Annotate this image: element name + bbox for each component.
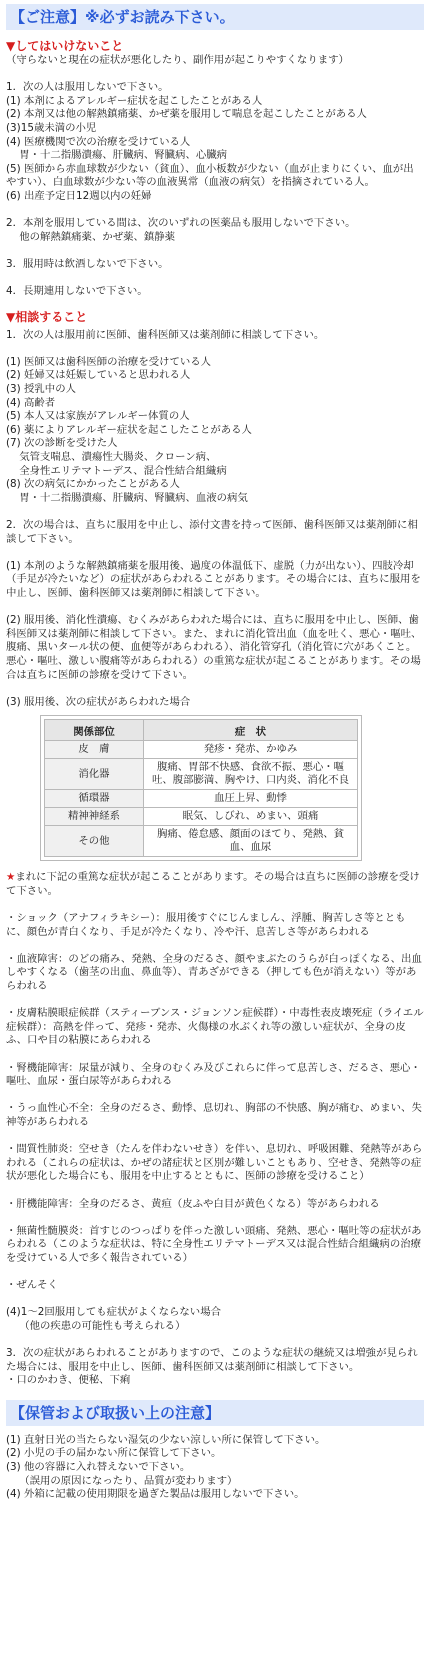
row-part: 精神神経系 — [45, 808, 144, 826]
row-symptoms: 発疹・発赤、かゆみ — [144, 741, 358, 759]
row-part: 消化器 — [45, 759, 144, 790]
row-symptoms: 眠気、しびれ、めまい、頭痛 — [144, 808, 358, 826]
table-row — [45, 759, 358, 790]
col-header-part: 関係部位 — [45, 720, 144, 741]
symptom-table-frame — [40, 715, 362, 861]
storage-text: (1) 直射日光の当たらない湿気の少ない涼しい所に保管して下さい。 (2) 小児の手の届かない所に保管して下さい。 (3) 他の容器に入れ替えないで下さい。 （誤用の原因になったり、品質が変わります） (4) 外箱に記載の使用期限を過ぎた製品は服用しないで下さい。 — [6, 1433, 326, 1501]
table-row — [45, 790, 358, 808]
consult-section-text: 1．次の人は服用前に医師、歯科医師又は薬剤師に相談して下さい。 (1) 医師又は歯科医師の治療を受けている人 (2) 妊婦又は妊娠していると思われる人 (3) 授乳中の人 (4) 高齢者 (5) 本人又は家族がアレルギー体質の人 (6) 薬によりアレルギー症状を起こしたことがある人 (7) 次の診断を受けた人 気管支喘息、潰瘍性大腸炎、クローン病、 全身性エリテマトーデス、混合性結合組織病 (8) 次の病気にかかったことがある人 胃・十二指腸潰瘍、肝臓病、腎臓病、血液の病気 2．次の場合は、直ちに服用を中止し、添付文書を持って医師、歯科医師又は薬剤師に相談して下さい。 (1) 本剤のような解熱鎮痛薬を服用後、過度の体温低下、虚脱（力が出ない）、四肢冷却（手足が冷たいなど）の症状があらわれることがあります。その場合には、直ちに服用を中止し、医師、歯科医師又は薬剤師に相談して下さい。 (2) 服用後、消化性潰瘍、むくみがあらわれた場合には、直ちに服用を中止し、医師、歯科医師又は薬剤師に相談して下さい。また、まれに消化管出血（血を吐く、悪心・嘔吐、腹痛、黒いタール状の便、血便等があらわれる）、消化管穿孔（消化管に穴があくこと。悪心・嘔吐、激しい腹痛等があらわれる）の重篤な症状が起こることがあります。その場合は直ちに医師の診療を受けて下さい。 (3) 服用後、次の症状があらわれた場合 — [6, 328, 422, 708]
star-icon: ★ — [6, 871, 16, 884]
table-row — [45, 826, 358, 857]
prohibited-section-title: ▼してはいけないこと — [6, 39, 124, 53]
row-part: 皮 膚 — [45, 741, 144, 759]
row-part: 循環器 — [45, 790, 144, 808]
row-symptoms: 胸痛、倦怠感、顔面のほてり、発熱、貧血、血尿 — [144, 826, 358, 857]
col-header-symptom: 症 状 — [144, 720, 358, 741]
severe-symptoms-text — [6, 871, 424, 1388]
storage-header: 【保管および取扱い上の注意】 — [6, 1400, 424, 1426]
table-row — [45, 741, 358, 759]
row-symptoms: 血圧上昇、動悸 — [144, 790, 358, 808]
consult-section-title: ▼相談すること — [6, 309, 88, 324]
row-part: その他 — [45, 826, 144, 857]
prohibited-section-text: （守らないと現在の症状が悪化したり、副作用が起こりやすくなります） 1．次の人は服用しないで下さい。 (1) 本剤によるアレルギー症状を起こしたことがある人 (2) 本剤又は他の解熱鎮痛薬、かぜ薬を服用して喘息を起こしたことがある人 (3)15歳未満の小児 (4) 医療機関で次の治療を受けている人 胃・十二指腸潰瘍、肝臓病、腎臓病、心臓病 (5) 医師から赤血球数が少ない（貧血）、血小板数が少ない（血が止まりにくい、血が出やすい）、白血球数が少ない等の血液異常（血液の病気）を指摘されている人。 (6) 出産予定日12週以内の妊婦 2．本剤を服用している間は、次のいずれの医薬品も服用しないで下さい。 他の解熱鎮痛薬、かぜ薬、鎮静薬 3．服用時は飲酒しないで下さい。 4．長期連用しないで下さい。 — [6, 54, 414, 298]
table-row — [45, 808, 358, 826]
row-symptoms: 腹痛、胃部不快感、食欲不振、悪心・嘔吐、腹部膨満、胸やけ、口内炎、消化不良 — [144, 759, 358, 790]
severe-symptoms-body: まれに下記の重篤な症状が起こることがあります。その場合は直ちに医師の診療を受けて下さい。 ・ショック（アナフィラキシー）：服用後すぐにじんましん、浮腫、胸苦しさ等とともに、顔色が青白くなり、手足が冷たくなり、冷や汗、息苦しさ等があらわれる ・血液障害：のどの痛み、発熱、全身のだるさ、顔やまぶたのうらが白っぽくなる、出血しやすくなる（歯茎の出血、鼻血等）、青あざができる（押しても色が消えない）等があらわれる ・皮膚粘膜眼症候群（スティーブンス・ジョンソン症候群）・中毒性表皮壊死症（ライエル症候群）：高熱を伴って、発疹・発赤、火傷様の水ぶくれ等の激しい症状が、全身の皮ふ、口や目の粘膜にあらわれる ・腎機能障害：尿量が減り、全身のむくみ及びこれらに伴って息苦しさ、だるさ、悪心・嘔吐、血尿・蛋白尿等があらわれる ・うっ血性心不全：全身のだるさ、動悸、息切れ、胸部の不快感、胸が痛む、めまい、失神等があらわれる ・間質性肺炎：空せき（たんを伴わないせき）を伴い、息切れ、呼吸困難、発熱等があらわれる（これらの症状は、かぜの諸症状と区別が難しいこともあり、空せき、発熱等の症状が悪化した場合にも、服用を中止するとともに、医師の診療を受けること） ・肝機能障害：全身のだるさ、黄疸（皮ふや白目が黄色くなる）等があらわれる ・無菌性髄膜炎：首すじのつっぱりを伴った激しい頭痛、発熱、悪心・嘔吐等の症状があらわれる（このような症状は、特に全身性エリテマトーデス又は混合性結合組織病の治療を受けている人で多く報告されている） ・ぜんそく (4)1～2回服用しても症状がよくならない場合 （他の疾患の可能性も考えられる） 3．次の症状があらわれることがありますので、このような症状の継続又は増強が見られた場合には、服用を中止し、医師、歯科医師又は薬剤師に相談して下さい。 ・口のかわき、便秘、下痢 — [6, 871, 424, 1387]
precautions-header: 【ご注意】※必ずお読み下さい。 — [6, 4, 424, 30]
symptom-table — [44, 719, 358, 857]
